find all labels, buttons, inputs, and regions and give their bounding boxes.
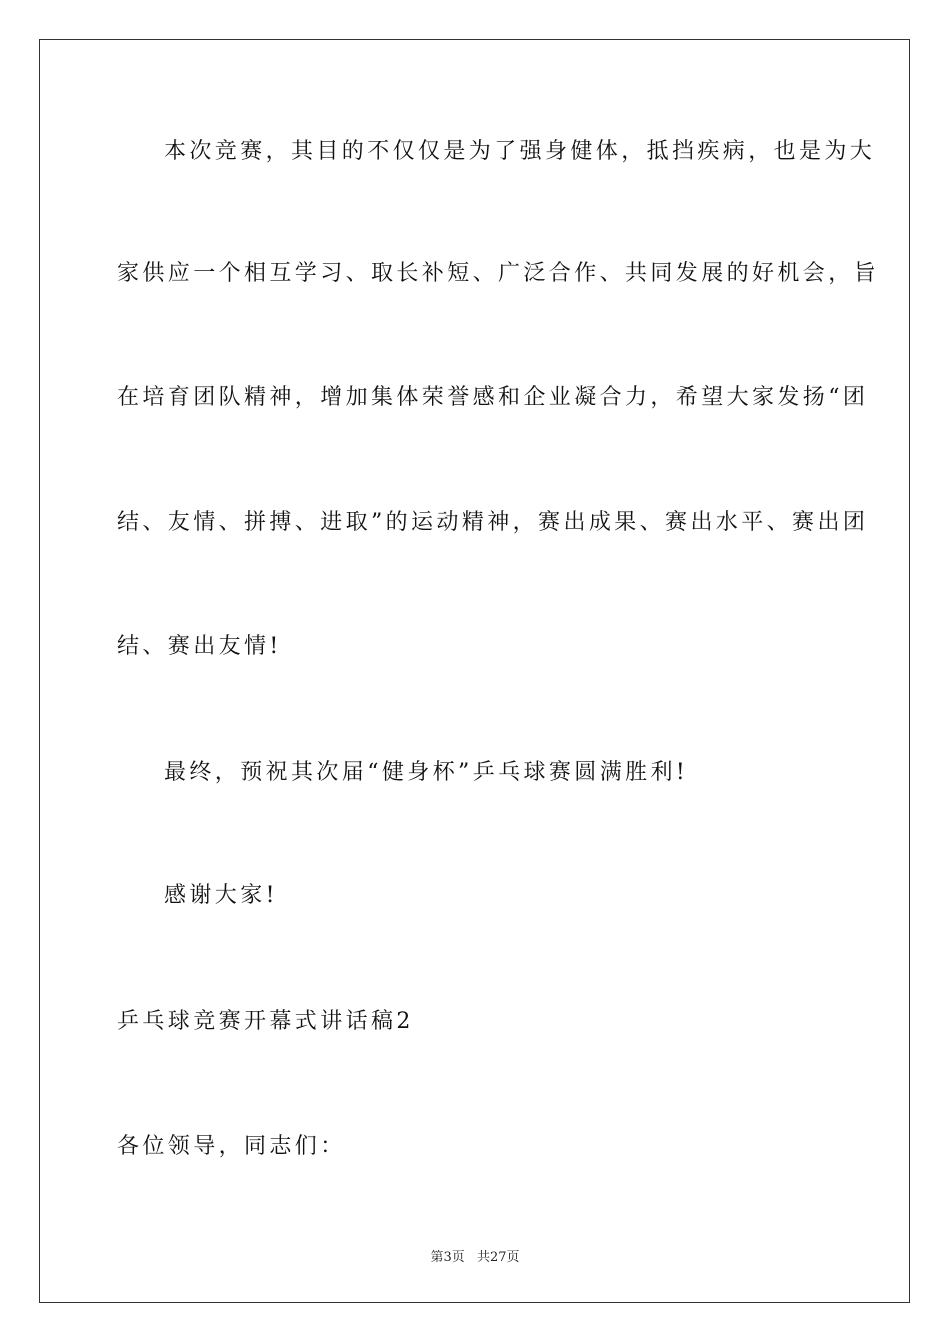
paragraph-line-5: 结、赛出友情! <box>117 634 282 659</box>
total-pages: 共27页 <box>476 1250 520 1265</box>
closing-wish-line: 最终，预祝其次届“健身杯”乒乓球赛圆满胜利! <box>164 760 689 785</box>
page-number: 第3页 <box>430 1250 465 1265</box>
thanks-line: 感谢大家! <box>164 883 278 908</box>
paragraph-line-2: 家供应一个相互学习、取长补短、广泛合作、共同发展的好机会，旨 <box>117 261 880 286</box>
paragraph-line-4: 结、友情、拼搏、进取”的运动精神，赛出成果、赛出水平、赛出团 <box>117 510 869 535</box>
section-title: 乒乓球竞赛开幕式讲话稿2 <box>117 1009 414 1034</box>
page-footer <box>0 1246 950 1265</box>
page-border <box>39 39 910 1303</box>
paragraph-line-1: 本次竞赛，其目的不仅仅是为了强身健体，抵挡疾病，也是为大 <box>164 139 876 164</box>
salutation-line: 各位领导，同志们： <box>117 1134 346 1159</box>
paragraph-line-3: 在培育团队精神，增加集体荣誉感和企业凝合力，希望大家发扬“团 <box>117 385 869 410</box>
